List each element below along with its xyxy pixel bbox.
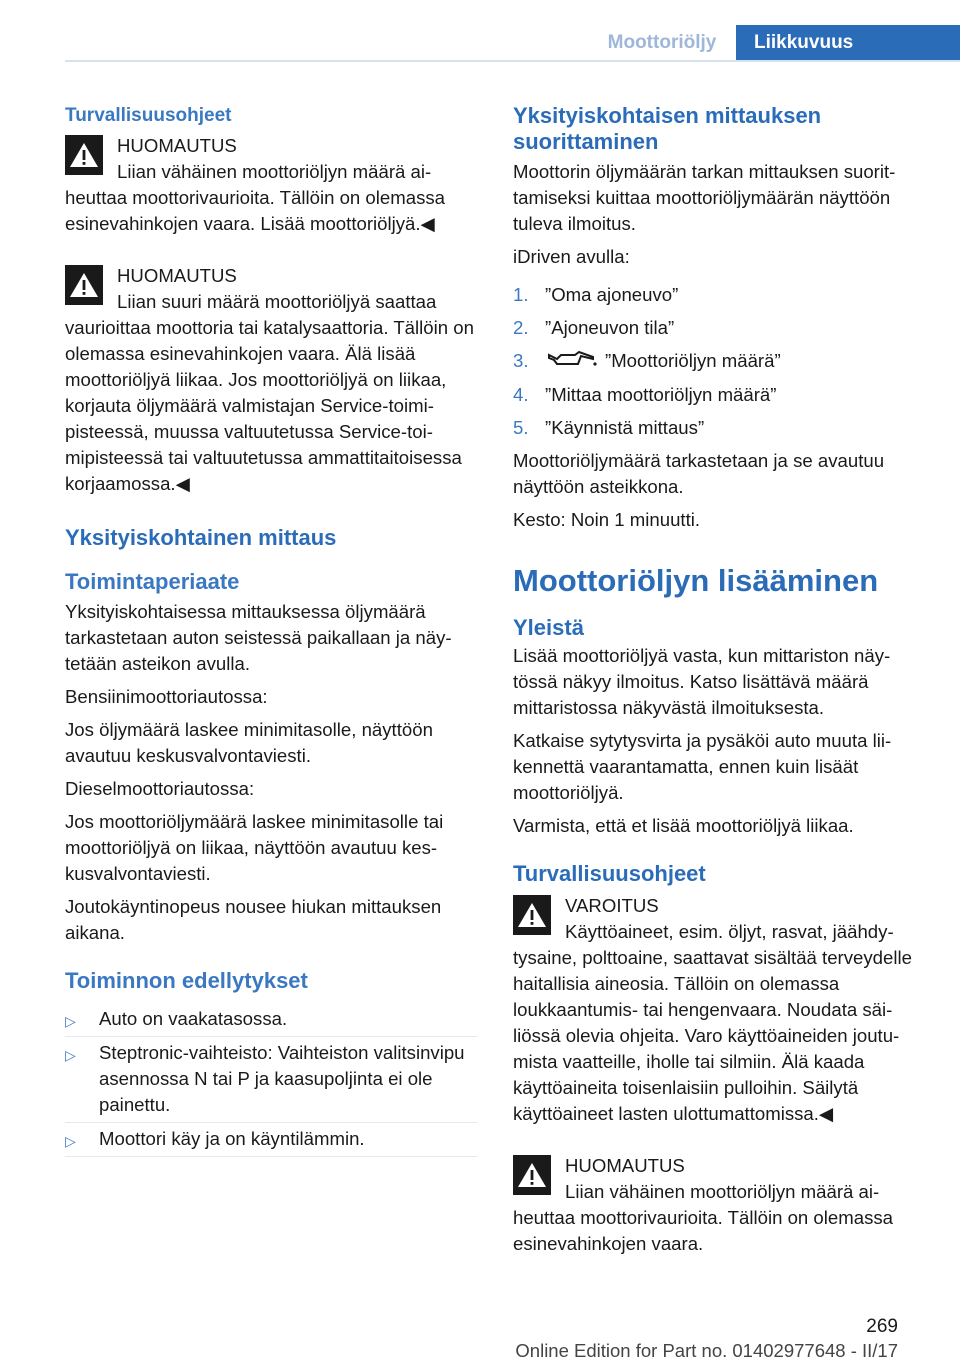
list-item: ▷ Steptronic-vaihteisto: Vaihteiston valitsinvipu asennossa N tai P ja kaasupoljinta ei ole painettu. <box>65 1040 477 1118</box>
bullet-triangle-icon: ▷ <box>65 1013 76 1029</box>
header-chapter-tab: Liikkuvuus <box>736 25 960 60</box>
edition-note: Online Edition for Part no. 01402977648 - II/17 <box>515 1340 898 1361</box>
idrive-label: iDriven avulla: <box>513 246 630 267</box>
warning-label: HUOMAUTUS <box>565 1155 685 1177</box>
warning-label: VAROITUS <box>565 895 659 917</box>
conditions-list <box>65 1006 477 1152</box>
general-text-1: Lisää moottoriöljyä vasta, kun mittariston näytössä näkyy ilmoitus. Katso lisättävä määrä mittaristossa näkyvästä ilmoituksesta. <box>513 645 891 719</box>
list-item: 4. ”Mittaa moottoriöljyn määrä” <box>513 384 777 406</box>
section-title: Yksityiskohtainen mittaus <box>65 525 337 550</box>
bullet-triangle-icon: ▷ <box>65 1133 76 1149</box>
safety-title: Turvallisuusohjeet <box>513 861 706 887</box>
warning-notice-1 <box>65 133 477 237</box>
header-section-label: Moottoriöljy <box>607 32 717 53</box>
list-item: 2. ”Ajoneuvon tila” <box>513 317 675 338</box>
warning-notice-2 <box>65 263 477 497</box>
petrol-label: Bensiinimoottoriautossa: <box>65 686 268 707</box>
page-number: 269 <box>866 1316 898 1337</box>
checked-text: Moottoriöljymäärä tarkastetaan ja se avautuu näyttöön asteikkona. <box>513 450 885 498</box>
idrive-steps <box>513 282 925 441</box>
warning-triangle-icon <box>65 265 103 305</box>
warning-text: Käyttöaineet, esim. öljyt, rasvat, jäähdytysaine, polttoaine, saattavat sisältää terveydelle haitallisia aineosia. Tällöin on olemassa loukkaantumis- tai hengenvaara. Noudata säiliössä olevia ohjeita. Varo käyttöaineiden joutumista vaatteille, iholle tai silmiin. Älä kaada käyttöaineita toisenlaisiin pulloihin. Säilytä käyttöaineet lasten ulottumattomissa.◀ <box>513 921 912 1125</box>
diesel-label: Dieselmoottoriautossa: <box>65 778 255 799</box>
oil-can-icon <box>545 349 597 375</box>
perform-title: Yksityiskohtaisen mittauksen suorittaminen <box>513 103 822 154</box>
warning-triangle-icon <box>65 135 103 175</box>
right-column <box>513 103 925 1283</box>
warning-triangle-icon <box>513 1155 551 1195</box>
duration-text: Kesto: Noin 1 minuutti. <box>513 509 701 531</box>
petrol-text: Jos öljymäärä laskee minimitasolle, näyttöön avautuu keskusvalvontaviesti. <box>65 719 433 766</box>
warning-text: Liian vähäinen moottoriöljyn määrä aiheuttaa moottorivaurioita. Tällöin on olemassa esinevahinkojen vaara. <box>513 1181 894 1255</box>
list-item: 5. ”Käynnistä mittaus” <box>513 417 705 439</box>
list-item: ▷ Moottori käy ja on käyntilämmin. <box>65 1126 477 1152</box>
warning-text: Liian vähäinen moottoriöljyn määrä aiheuttaa moottorivaurioita. Tällöin on olemassa esinevahinkojen vaara. Lisää moottoriöljyä.◀ <box>65 161 446 234</box>
bullet-triangle-icon: ▷ <box>65 1047 76 1063</box>
general-text-3: Varmista, että et lisää moottoriöljyä liikaa. <box>513 815 854 837</box>
general-title: Yleistä <box>513 615 584 641</box>
chapter-title: Moottoriöljyn lisääminen <box>513 563 879 599</box>
left-column <box>65 103 477 1160</box>
warning-label: HUOMAUTUS <box>117 265 237 286</box>
diesel-text: Jos moottoriöljymäärä laskee minimitasolle tai moottoriöljyä on liikaa, näyttöön avautuu keskusvalvontaviesti. <box>65 811 444 884</box>
principle-text: Yksityiskohtaisessa mittauksessa öljymäärä tarkastetaan auton seistessä paikallaan ja näytetään asteikon avulla. <box>65 601 452 674</box>
list-item: 3. ”Moottoriöljyn määrä” <box>513 348 925 375</box>
page-header <box>0 0 960 62</box>
list-item: 1. ”Oma ajoneuvo” <box>513 284 679 305</box>
perform-text: Moottorin öljymäärän tarkan mittauksen suorittamiseksi kuittaa moottoriöljymäärän näyttöön tuleva ilmoitus. <box>513 161 896 234</box>
safety-heading: Turvallisuusohjeet <box>65 105 232 126</box>
warning-text: Liian suuri määrä moottoriöljyä saattaa vaurioittaa moottoria tai katalysaattoria. Tällöin on olemassa esinevahinkojen vaara. Älä lisää moottoriöljyä liikaa. Jos moottoriöljyä on liikaa, korjauta öljymäärä valmistajan Service-toimipisteessä, muussa valtuutetussa Service-toimipisteessä tai valtuutetussa ammattitaitoisessa korjaamossa.◀ <box>65 291 474 494</box>
idle-text: Joutokäyntinopeus nousee hiukan mittauksen aikana. <box>65 896 442 943</box>
conditions-title: Toiminnon edellytykset <box>65 968 308 993</box>
page-footer <box>0 1316 960 1362</box>
header-rule <box>65 60 960 62</box>
warning-triangle-icon <box>513 895 551 935</box>
principle-title: Toimintaperiaate <box>65 569 240 594</box>
warning-label: HUOMAUTUS <box>117 135 237 156</box>
warning-notice-3 <box>513 893 925 1127</box>
general-text-2: Katkaise sytytysvirta ja pysäköi auto muuta liikennettä vaarantamatta, ennen kuin lisäät moottoriöljyä. <box>513 730 892 804</box>
list-item: ▷ Auto on vaakatasossa. <box>65 1006 477 1032</box>
warning-notice-4 <box>513 1153 925 1257</box>
